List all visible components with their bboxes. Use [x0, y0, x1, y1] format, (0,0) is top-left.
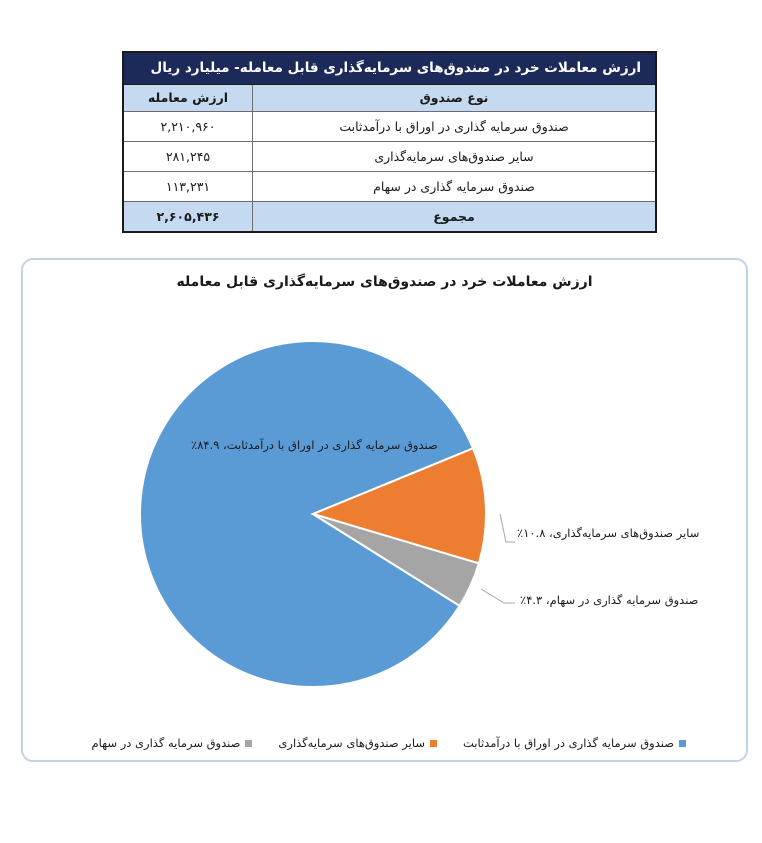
slice-label-other-funds: سایر صندوق‌های سرمایه‌گذاری، ۱۰.۸٪	[517, 526, 700, 540]
funds-table	[122, 51, 657, 233]
row-fund-type: صندوق سرمایه گذاری در اوراق با درآمدثابت	[252, 112, 655, 141]
table-total-row	[124, 202, 655, 231]
legend-label: صندوق سرمایه گذاری در سهام	[91, 736, 241, 750]
legend-item	[463, 736, 686, 750]
leader-line-equity	[481, 589, 515, 603]
slice-label-fixed-income: صندوق سرمایه گذاری در اوراق با درآمدثابت، ۸۴.۹٪	[191, 438, 438, 452]
leader-line-other-funds	[500, 514, 515, 542]
chart-title: ارزش معاملات خرد در صندوق‌های سرمایه‌گذاری قابل معامله	[176, 274, 593, 290]
chart-panel	[21, 258, 748, 762]
table-header-row	[124, 85, 655, 112]
legend-swatch	[679, 740, 686, 747]
table-title: ارزش معاملات خرد در صندوق‌های سرمایه‌گذاری قابل معامله- میلیارد ریال	[124, 53, 655, 85]
row-trade-value: ۲۸۱,۲۴۵	[165, 149, 211, 164]
pie-chart	[23, 260, 746, 760]
row-trade-value: ۲,۲۱۰,۹۶۰	[160, 119, 216, 134]
table-row	[124, 172, 655, 202]
legend-label: صندوق سرمایه گذاری در اوراق با درآمدثابت	[462, 736, 674, 750]
slice-label-equity: صندوق سرمایه گذاری در سهام، ۴.۳٪	[520, 593, 699, 607]
header-trade-value: ارزش معامله	[147, 90, 229, 105]
legend-item	[278, 736, 437, 750]
table-row	[124, 142, 655, 172]
total-label: مجموع	[252, 202, 655, 231]
table-row	[124, 112, 655, 142]
chart-legend	[92, 736, 687, 750]
row-trade-value: ۱۱۳,۲۳۱	[165, 179, 211, 194]
row-fund-type: سایر صندوق‌های سرمایه‌گذاری	[252, 142, 655, 171]
row-fund-type: صندوق سرمایه گذاری در سهام	[252, 172, 655, 201]
total-value: ۲,۶۰۵,۴۳۶	[156, 209, 220, 224]
legend-swatch	[430, 740, 437, 747]
legend-swatch	[245, 740, 252, 747]
legend-label: سایر صندوق‌های سرمایه‌گذاری	[278, 736, 425, 750]
legend-item	[92, 736, 253, 750]
header-fund-type: نوع صندوق	[252, 85, 655, 111]
